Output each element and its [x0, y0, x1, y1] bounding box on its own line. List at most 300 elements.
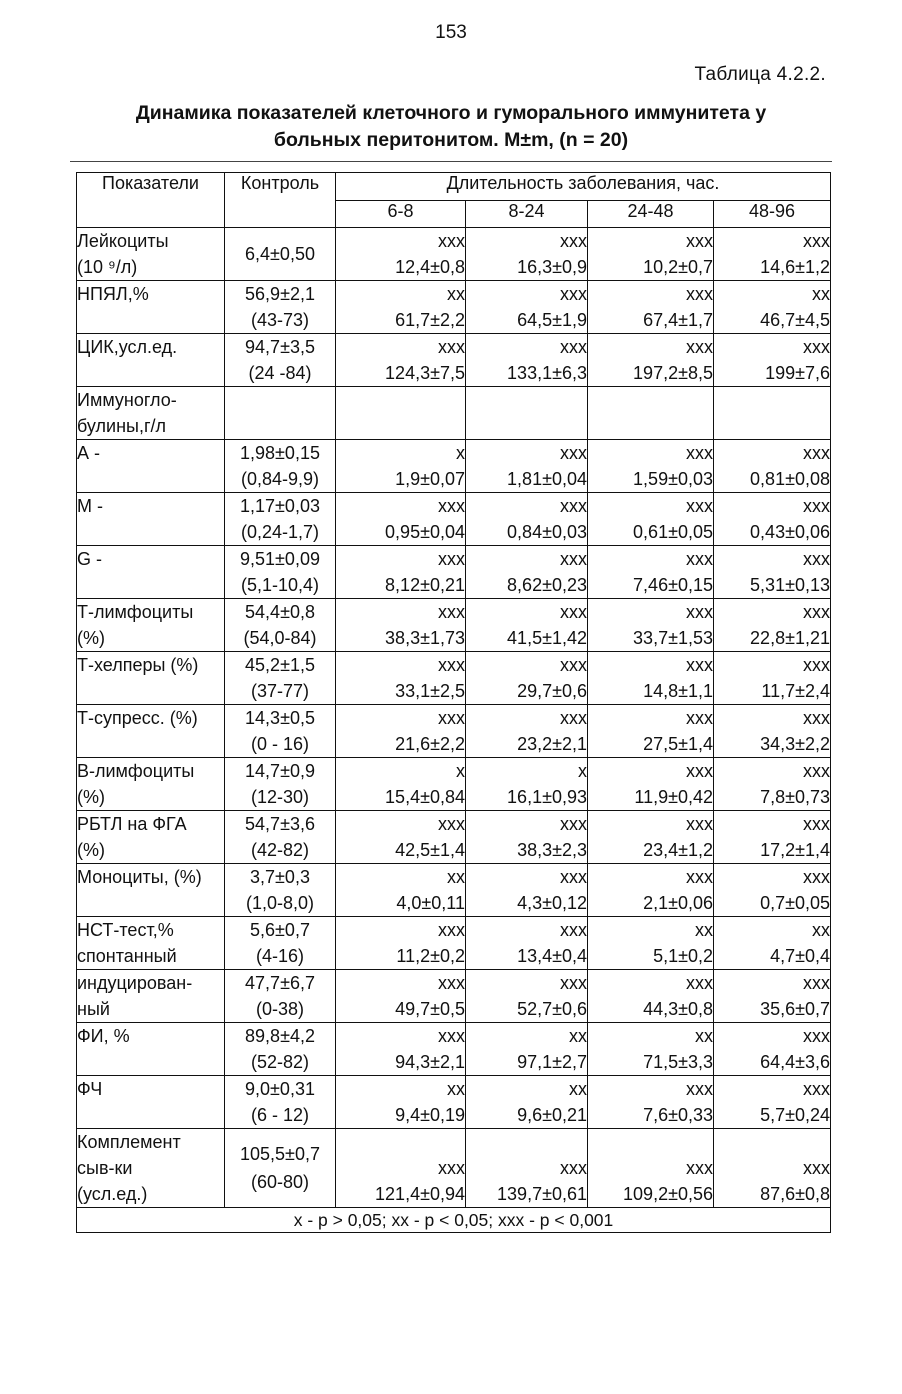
significance-mark: xxx: [686, 655, 713, 675]
control-value: 47,7±6,7: [245, 973, 315, 993]
period-value-cell: [714, 652, 831, 705]
indicator-label: (10 ⁹/л): [77, 257, 138, 277]
control-value: 94,7±3,5: [245, 337, 315, 357]
control-value: (54,0-84): [243, 628, 317, 648]
period-value-cell: [588, 1129, 714, 1208]
control-cell: [225, 1076, 336, 1129]
significance-mark: xxx: [560, 920, 587, 940]
period-value-cell: [466, 705, 588, 758]
period-value-cell: [588, 758, 714, 811]
period-value-cell: [714, 705, 831, 758]
control-value: (0,84-9,9): [240, 469, 320, 489]
significance-mark: xxx: [803, 549, 830, 569]
significance-mark: xx: [447, 284, 465, 304]
period-value-cell: [714, 334, 831, 387]
period-value-cell: [466, 281, 588, 334]
mean-value: 15,4±0,84: [385, 787, 465, 807]
indicator-label: М -: [77, 496, 103, 516]
mean-value: 7,46±0,15: [633, 575, 713, 595]
control-value: (60-80): [250, 1172, 310, 1192]
period-value-cell: [588, 493, 714, 546]
significance-mark: x: [456, 761, 465, 781]
significance-mark: xxx: [686, 867, 713, 887]
significance-mark: xxx: [438, 1026, 465, 1046]
indicator-cell: [77, 546, 225, 599]
significance-mark: xxx: [686, 814, 713, 834]
control-value: 1,17±0,03: [240, 496, 320, 516]
control-value: (12-30): [250, 787, 310, 807]
table-row: [77, 917, 831, 970]
significance-mark: xxx: [438, 655, 465, 675]
significance-mark: xxx: [560, 549, 587, 569]
indicator-label: (усл.ед.): [77, 1184, 148, 1204]
period-value-cell: [714, 758, 831, 811]
significance-mark: xxx: [560, 284, 587, 304]
significance-mark: xxx: [686, 1079, 713, 1099]
mean-value: 0,7±0,05: [760, 893, 830, 913]
significance-mark: xxx: [686, 708, 713, 728]
period-value-cell: [588, 440, 714, 493]
mean-value: 41,5±1,42: [507, 628, 587, 648]
indicator-cell: [77, 440, 225, 493]
table-row: [77, 599, 831, 652]
indicator-cell: [77, 864, 225, 917]
period-value-cell: [714, 440, 831, 493]
indicator-cell: [77, 652, 225, 705]
significance-mark: xxx: [438, 337, 465, 357]
indicator-label: А -: [77, 443, 101, 463]
period-value-cell: [588, 599, 714, 652]
period-value-cell: [466, 970, 588, 1023]
period-value-cell: [714, 387, 831, 440]
mean-value: 38,3±2,3: [517, 840, 587, 860]
mean-value: 109,2±0,56: [623, 1184, 713, 1204]
significance-mark: xxx: [803, 814, 830, 834]
mean-value: 133,1±6,3: [507, 363, 587, 383]
indicator-label: (%): [77, 787, 105, 807]
control-value: (52-82): [250, 1052, 310, 1072]
significance-mark: xxx: [438, 814, 465, 834]
significance-mark: xxx: [560, 708, 587, 728]
control-value: 89,8±4,2: [245, 1026, 315, 1046]
mean-value: 0,61±0,05: [633, 522, 713, 542]
significance-mark: xxx: [803, 867, 830, 887]
significance-mark: xxx: [560, 655, 587, 675]
period-value-cell: [588, 1023, 714, 1076]
indicator-cell: [77, 1129, 225, 1208]
significance-mark: [466, 1129, 587, 1155]
significance-mark: xxx: [560, 231, 587, 251]
mean-value: 199±7,6: [765, 363, 830, 383]
mean-value: 9,6±0,21: [517, 1105, 587, 1125]
control-value: (4-16): [255, 946, 304, 966]
period-value-cell: [714, 811, 831, 864]
mean-value: 4,3±0,12: [517, 893, 587, 913]
significance-mark: xxx: [438, 602, 465, 622]
control-cell: [225, 917, 336, 970]
period-value-cell: [588, 652, 714, 705]
indicator-cell: [77, 387, 225, 440]
indicator-label: ФИ, %: [77, 1026, 130, 1046]
period-value-cell: [466, 228, 588, 281]
control-cell: [225, 546, 336, 599]
control-value: 54,7±3,6: [245, 814, 315, 834]
significance-mark: xxx: [803, 443, 830, 463]
control-value: 9,51±0,09: [240, 549, 320, 569]
header-period: 6-8: [336, 200, 466, 228]
significance-mark: xx: [447, 1079, 465, 1099]
table-row: [77, 228, 831, 281]
period-value-cell: [588, 546, 714, 599]
mean-value: 61,7±2,2: [395, 310, 465, 330]
significance-mark: xxx: [803, 231, 830, 251]
mean-value: 64,4±3,6: [760, 1052, 830, 1072]
significance-mark: xxx: [803, 708, 830, 728]
mean-value: 52,7±0,6: [517, 999, 587, 1019]
mean-value: 8,12±0,21: [385, 575, 465, 595]
indicator-cell: [77, 705, 225, 758]
mean-value: 14,6±1,2: [760, 257, 830, 277]
control-cell: [225, 652, 336, 705]
control-cell: [225, 599, 336, 652]
control-value: 6,4±0,50: [245, 244, 315, 264]
control-value: (1,0-8,0): [245, 893, 315, 913]
control-cell: [225, 440, 336, 493]
control-value: (6 - 12): [250, 1105, 310, 1125]
significance-mark: xxx: [686, 496, 713, 516]
header-indicator: Показатели: [77, 173, 225, 228]
period-value-cell: [714, 864, 831, 917]
mean-value: 5,1±0,2: [653, 946, 713, 966]
indicator-label: спонтанный: [77, 946, 177, 966]
indicator-cell: [77, 1023, 225, 1076]
header-period: 8-24: [466, 200, 588, 228]
period-value-cell: [466, 811, 588, 864]
period-value-cell: [336, 811, 466, 864]
mean-value: 16,3±0,9: [517, 257, 587, 277]
control-value: (0,24-1,7): [240, 522, 320, 542]
mean-value: 23,4±1,2: [643, 840, 713, 860]
significance-mark: xxx: [560, 443, 587, 463]
significance-mark: [336, 1129, 465, 1155]
control-value: 105,5±0,7: [240, 1144, 320, 1164]
mean-value: 124,3±7,5: [385, 363, 465, 383]
period-value-cell: [336, 758, 466, 811]
significance-footnote: x - p > 0,05; xx - p < 0,05; xxx - p < 0,001: [77, 1208, 831, 1233]
mean-value: 33,7±1,53: [633, 628, 713, 648]
period-value-cell: [466, 599, 588, 652]
mean-value: 1,59±0,03: [633, 469, 713, 489]
period-value-cell: [466, 1076, 588, 1129]
control-value: (24 -84): [248, 363, 312, 383]
significance-mark: xxx: [686, 602, 713, 622]
indicator-label: Моноциты, (%): [77, 867, 202, 887]
period-value-cell: [466, 917, 588, 970]
significance-mark: xx: [447, 867, 465, 887]
mean-value: 4,0±0,11: [396, 893, 465, 913]
table-row: [77, 652, 831, 705]
significance-mark: xxx: [560, 337, 587, 357]
period-value-cell: [714, 228, 831, 281]
period-value-cell: [336, 546, 466, 599]
indicator-label: Т-супресс. (%): [77, 708, 198, 728]
period-value-cell: [336, 493, 466, 546]
period-value-cell: [588, 387, 714, 440]
period-value-cell: [466, 1023, 588, 1076]
mean-value: 71,5±3,3: [643, 1052, 713, 1072]
indicator-label: ный: [77, 999, 110, 1019]
control-cell: [225, 334, 336, 387]
period-value-cell: [336, 970, 466, 1023]
control-cell: [225, 705, 336, 758]
mean-value: 34,3±2,2: [760, 734, 830, 754]
period-value-cell: [588, 917, 714, 970]
significance-mark: xx: [569, 1079, 587, 1099]
header-duration: Длительность заболевания, час.: [336, 173, 831, 201]
period-value-cell: [714, 493, 831, 546]
period-value-cell: [466, 546, 588, 599]
control-cell: [225, 1023, 336, 1076]
mean-value: 14,8±1,1: [643, 681, 713, 701]
table-row: [77, 1023, 831, 1076]
indicator-label: Комплемент: [77, 1132, 181, 1152]
period-value-cell: [588, 811, 714, 864]
significance-mark: xxx: [803, 337, 830, 357]
table-title: [70, 100, 832, 154]
mean-value: 23,2±2,1: [517, 734, 587, 754]
period-value-cell: [466, 387, 588, 440]
period-value-cell: [714, 1129, 831, 1208]
indicator-label: Т-лимфоциты: [77, 602, 194, 622]
period-value-cell: [336, 228, 466, 281]
significance-mark: xxx: [803, 1158, 830, 1178]
mean-value: 17,2±1,4: [760, 840, 830, 860]
indicator-label: РБТЛ на ФГА: [77, 814, 187, 834]
period-value-cell: [336, 440, 466, 493]
mean-value: 46,7±4,5: [760, 310, 830, 330]
control-cell: [225, 493, 336, 546]
mean-value: 35,6±0,7: [760, 999, 830, 1019]
control-cell: [225, 864, 336, 917]
table-row: [77, 811, 831, 864]
significance-mark: xxx: [560, 602, 587, 622]
indicator-label: НПЯЛ,%: [77, 284, 149, 304]
significance-mark: xx: [569, 1026, 587, 1046]
period-value-cell: [714, 281, 831, 334]
control-value: (5,1-10,4): [240, 575, 320, 595]
control-cell: [225, 811, 336, 864]
indicator-label: (%): [77, 628, 105, 648]
significance-mark: xx: [695, 1026, 713, 1046]
significance-mark: xxx: [560, 1158, 587, 1178]
significance-mark: xxx: [803, 973, 830, 993]
mean-value: 197,2±8,5: [633, 363, 713, 383]
control-cell: [225, 281, 336, 334]
header-control: Контроль: [225, 173, 336, 228]
immunity-table: [76, 172, 831, 1233]
period-value-cell: [336, 387, 466, 440]
period-value-cell: [336, 1129, 466, 1208]
significance-mark: xxx: [560, 973, 587, 993]
table-row: [77, 387, 831, 440]
period-value-cell: [588, 705, 714, 758]
indicator-label: Т-хелперы (%): [77, 655, 199, 675]
significance-mark: xxx: [686, 761, 713, 781]
control-value: 5,6±0,7: [250, 920, 310, 940]
indicator-cell: [77, 970, 225, 1023]
period-value-cell: [466, 1129, 588, 1208]
significance-mark: xxx: [803, 602, 830, 622]
mean-value: 38,3±1,73: [385, 628, 465, 648]
period-value-cell: [714, 1076, 831, 1129]
period-value-cell: [466, 440, 588, 493]
control-cell: [225, 758, 336, 811]
mean-value: 11,9±0,42: [634, 787, 713, 807]
control-value: 14,7±0,9: [245, 761, 315, 781]
mean-value: 49,7±0,5: [395, 999, 465, 1019]
indicator-cell: [77, 811, 225, 864]
control-value: 56,9±2,1: [245, 284, 315, 304]
significance-mark: [588, 1129, 713, 1155]
indicator-cell: [77, 493, 225, 546]
control-value: 9,0±0,31: [245, 1079, 315, 1099]
significance-mark: xxx: [438, 496, 465, 516]
significance-mark: xxx: [686, 284, 713, 304]
period-value-cell: [336, 864, 466, 917]
mean-value: 0,84±0,03: [507, 522, 587, 542]
mean-value: 121,4±0,94: [375, 1184, 465, 1204]
significance-mark: xxx: [438, 549, 465, 569]
period-value-cell: [336, 1076, 466, 1129]
period-value-cell: [466, 864, 588, 917]
title-line-2: больных перитонитом. M±m, (n = 20): [273, 129, 629, 151]
indicator-cell: [77, 758, 225, 811]
mean-value: 10,2±0,7: [643, 257, 713, 277]
period-value-cell: [714, 917, 831, 970]
table-row: [77, 970, 831, 1023]
mean-value: 11,7±2,4: [761, 681, 830, 701]
mean-value: 11,2±0,2: [396, 946, 465, 966]
significance-mark: xxx: [803, 655, 830, 675]
period-value-cell: [714, 970, 831, 1023]
table-row: [77, 546, 831, 599]
mean-value: 0,43±0,06: [750, 522, 830, 542]
significance-mark: xxx: [686, 337, 713, 357]
significance-mark: xxx: [686, 443, 713, 463]
indicator-label: ФЧ: [77, 1079, 103, 1099]
significance-mark: xxx: [686, 1158, 713, 1178]
mean-value: 27,5±1,4: [643, 734, 713, 754]
period-value-cell: [714, 546, 831, 599]
mean-value: 13,4±0,4: [517, 946, 587, 966]
header-period: 24-48: [588, 200, 714, 228]
indicator-cell: [77, 599, 225, 652]
mean-value: 87,6±0,8: [760, 1184, 830, 1204]
mean-value: 21,6±2,2: [395, 734, 465, 754]
control-value: 54,4±0,8: [245, 602, 315, 622]
mean-value: 139,7±0,61: [497, 1184, 587, 1204]
indicator-cell: [77, 334, 225, 387]
indicator-label: В-лимфоциты: [77, 761, 195, 781]
mean-value: 44,3±0,8: [643, 999, 713, 1019]
indicator-label: НСТ-тест,%: [77, 920, 174, 940]
mean-value: 4,7±0,4: [770, 946, 830, 966]
control-cell: [225, 1129, 336, 1208]
significance-mark: x: [456, 443, 465, 463]
significance-mark: [714, 1129, 830, 1155]
significance-mark: xxx: [438, 708, 465, 728]
period-value-cell: [336, 1023, 466, 1076]
table-row: [77, 758, 831, 811]
significance-mark: xxx: [686, 549, 713, 569]
mean-value: 0,95±0,04: [385, 522, 465, 542]
period-value-cell: [588, 970, 714, 1023]
period-value-cell: [336, 599, 466, 652]
period-value-cell: [466, 758, 588, 811]
mean-value: 1,81±0,04: [507, 469, 587, 489]
period-value-cell: [466, 652, 588, 705]
significance-mark: xxx: [560, 867, 587, 887]
mean-value: 7,8±0,73: [760, 787, 830, 807]
period-value-cell: [714, 1023, 831, 1076]
control-value: (43-73): [250, 310, 310, 330]
control-cell: [225, 228, 336, 281]
period-value-cell: [588, 228, 714, 281]
control-value: (0 - 16): [250, 734, 310, 754]
mean-value: 5,7±0,24: [760, 1105, 830, 1125]
period-value-cell: [588, 334, 714, 387]
mean-value: 1,9±0,07: [395, 469, 465, 489]
indicator-label: Лейкоциты: [77, 231, 169, 251]
control-value: 3,7±0,3: [250, 867, 310, 887]
control-cell: [225, 970, 336, 1023]
table-row: [77, 493, 831, 546]
mean-value: 0,81±0,08: [750, 469, 830, 489]
indicator-cell: [77, 281, 225, 334]
period-value-cell: [336, 334, 466, 387]
period-value-cell: [588, 1076, 714, 1129]
mean-value: 67,4±1,7: [643, 310, 713, 330]
indicator-label: (%): [77, 840, 105, 860]
significance-mark: xxx: [438, 1158, 465, 1178]
period-value-cell: [336, 705, 466, 758]
title-divider: [70, 161, 832, 162]
significance-mark: xxx: [686, 973, 713, 993]
table-row: [77, 705, 831, 758]
mean-value: 97,1±2,7: [517, 1052, 587, 1072]
control-value: 45,2±1,5: [245, 655, 315, 675]
period-value-cell: [588, 864, 714, 917]
control-value: (0-38): [255, 999, 304, 1019]
significance-mark: xxx: [803, 1026, 830, 1046]
indicator-label: сыв-ки: [77, 1158, 133, 1178]
control-value: 1,98±0,15: [240, 443, 320, 463]
period-value-cell: [336, 652, 466, 705]
table-body: [77, 228, 831, 1208]
mean-value: 22,8±1,21: [750, 628, 830, 648]
page-number: 153: [435, 22, 467, 43]
significance-mark: xxx: [438, 920, 465, 940]
mean-value: 29,7±0,6: [517, 681, 587, 701]
significance-mark: xxx: [686, 231, 713, 251]
significance-mark: xxx: [803, 496, 830, 516]
significance-mark: xxx: [438, 973, 465, 993]
significance-mark: xxx: [560, 814, 587, 834]
significance-mark: x: [578, 761, 587, 781]
indicator-cell: [77, 917, 225, 970]
mean-value: 94,3±2,1: [395, 1052, 465, 1072]
control-value: (42-82): [250, 840, 310, 860]
